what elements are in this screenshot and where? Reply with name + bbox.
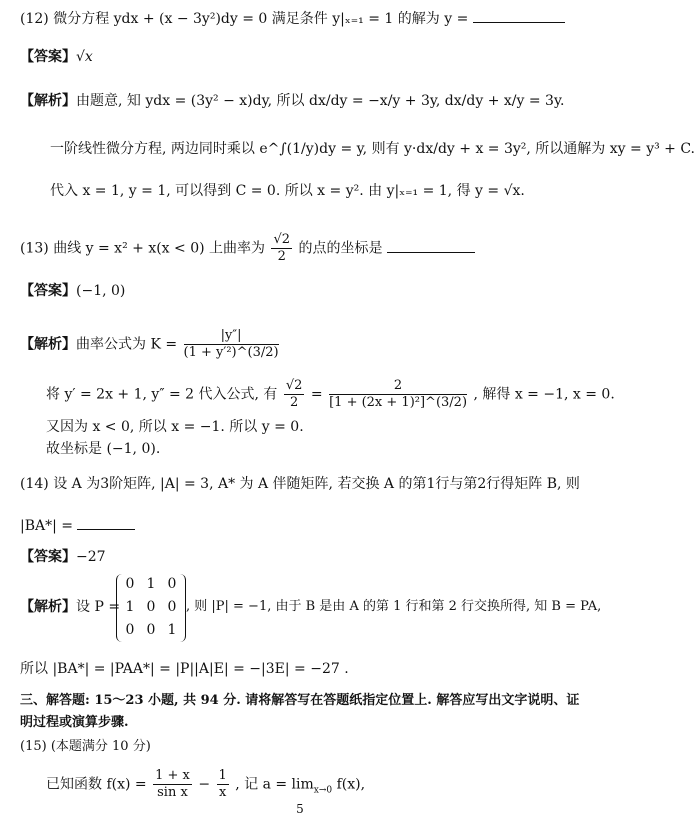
section3-text-1: 三、解答题: 15～23 小题, 共 94 分. 请将解答写在答题纸指定位置上. 解答应写出文字说明、证: [20, 693, 580, 708]
q13-analysis-line4: [46, 440, 160, 458]
fraction-numerator: 2: [329, 378, 467, 395]
matrix-cell: 0: [146, 622, 156, 638]
q15-fraction-2: [217, 768, 229, 801]
q14-analysis-line1-suffix: [186, 598, 601, 616]
q15-text-b: , 记 a = lim: [235, 776, 314, 793]
q14-analysis-line1: [20, 598, 120, 616]
analysis-tag: 【解析】: [20, 93, 76, 109]
q15-text-c: f(x),: [336, 776, 366, 793]
q13-answer-value: (−1, 0): [76, 283, 126, 299]
answer-tag: 【答案】: [20, 49, 76, 65]
fraction-numerator: √2: [273, 232, 291, 247]
q14-question-text-2: |BA*| =: [20, 518, 74, 534]
q15-fraction-1: [153, 768, 192, 801]
q14-answer-value: −27: [76, 549, 106, 565]
fraction-numerator: |y″|: [184, 328, 279, 345]
q13-sqrt2-fraction: [284, 378, 305, 411]
q12-answer-blank: [473, 8, 565, 23]
q13-analysis-text-2a: 将 y′ = 2x + 1, y″ = 2 代入公式, 有: [46, 386, 278, 403]
matrix-cell: 0: [167, 576, 177, 592]
q13-analysis-text-3: 又因为 x < 0, 所以 x = −1. 所以 y = 0.: [46, 419, 304, 435]
matrix-cell: 1: [125, 599, 135, 615]
q13-curvature-formula: [184, 328, 279, 361]
limit-subscript: x→0: [313, 785, 333, 796]
answer-tag: 【答案】: [20, 283, 76, 299]
q14-analysis-suffix: , 则 |P| = −1, 由于 B 是由 A 的第 1 行和第 2 行交换所得, 知 B = PA,: [186, 599, 602, 614]
fraction-numerator: √2: [285, 378, 303, 393]
q14-question-text: (14) 设 A 为3阶矩阵, |A| = 3, A* 为 A 伴随矩阵, 若交换 A 的第1行与第2行得矩阵 B, 则: [20, 476, 580, 492]
q13-question-text-b: 的点的坐标是: [298, 240, 383, 257]
q13-question-text-a: (13) 曲线 y = x² + x(x < 0) 上曲率为: [20, 240, 266, 257]
fraction-denominator: x: [218, 785, 227, 800]
equals-sign: =: [310, 386, 323, 403]
permutation-matrix: [116, 574, 186, 642]
q12-analysis-text-1: 由题意, 知 ydx = (3y² − x)dy, 所以 dx/dy = −x/y + 3y, dx/dy + x/y = 3y.: [76, 93, 565, 109]
q13-analysis-line3: [46, 418, 304, 436]
analysis-tag: 【解析】: [20, 336, 76, 353]
fraction-numerator: 1 + x: [155, 768, 190, 783]
q13-answer-blank: [387, 238, 475, 253]
q14-analysis-text-2: 所以 |BA*| = |PAA*| = |P||A|E| = −|3E| = −27 .: [20, 661, 349, 677]
q13-curvature-substituted: [329, 378, 467, 411]
fraction-denominator: (1 + y′²)^(3/2): [183, 345, 279, 360]
q12-question-text: (12) 微分方程 ydx + (x − 3y²)dy = 0 满足条件 y|ₓ₌₁ = 1 的解为 y =: [20, 11, 469, 27]
q14-question: [20, 475, 580, 493]
q12-analysis-line2: [50, 140, 695, 158]
matrix-cell: 0: [125, 622, 135, 638]
q14-answer: [20, 548, 106, 566]
q15-header-text: (15) (本题满分 10 分): [20, 739, 151, 754]
q15-text-a: 已知函数 f(x) =: [46, 776, 147, 793]
q12-analysis-text-2: 一阶线性微分方程, 两边同时乘以 e^∫(1/y)dy = y, 则有 y·dx/dy + x = 3y², 所以通解为 xy = y³ + C.: [50, 141, 695, 157]
q15-header: [20, 738, 151, 756]
q14-answer-blank: [77, 515, 135, 530]
minus-sign: −: [198, 776, 211, 793]
q13-curvature-fraction: [271, 232, 292, 265]
matrix-cell: 0: [125, 576, 135, 592]
q13-analysis-text-4: 故坐标是 (−1, 0).: [46, 441, 161, 457]
analysis-tag: 【解析】: [20, 599, 76, 615]
fraction-denominator: 2: [290, 395, 299, 410]
matrix-cell: 1: [167, 622, 177, 638]
q12-analysis-text-3: 代入 x = 1, y = 1, 可以得到 C = 0. 所以 x = y². 由 y|ₓ₌₁ = 1, 得 y = √x.: [50, 183, 525, 199]
q13-analysis-line1: [20, 328, 281, 361]
q13-analysis-prefix: 曲率公式为 K =: [76, 336, 178, 353]
q13-answer: [20, 282, 125, 300]
q14-analysis-prefix: 设 P =: [76, 599, 121, 615]
q12-analysis-line1: [20, 92, 564, 110]
q12-answer-value: √x: [76, 49, 93, 65]
section3-instructions-line2: [20, 714, 129, 732]
section3-text-2: 明过程或演算步骤.: [20, 715, 129, 730]
q14-analysis-line2: [20, 660, 349, 678]
fraction-denominator: sin x: [157, 785, 188, 800]
q12-answer: [20, 48, 93, 66]
q12-question: [20, 8, 565, 28]
answer-tag: 【答案】: [20, 549, 76, 565]
matrix-cell: 0: [167, 599, 177, 615]
q13-analysis-line2: [46, 378, 615, 411]
matrix-cell: 0: [146, 599, 156, 615]
section3-instructions-line1: [20, 692, 579, 710]
q13-analysis-text-2b: , 解得 x = −1, x = 0.: [473, 386, 615, 403]
q12-analysis-line3: [50, 182, 525, 200]
fraction-numerator: 1: [218, 768, 227, 783]
q15-function-definition: [46, 768, 365, 801]
q14-question-line2: [20, 515, 135, 535]
q13-question: [20, 232, 475, 265]
fraction-denominator: 2: [277, 249, 286, 264]
page-number: 5: [296, 802, 304, 816]
matrix-cell: 1: [146, 576, 156, 592]
fraction-denominator: [1 + (2x + 1)²]^(3/2): [329, 395, 468, 410]
